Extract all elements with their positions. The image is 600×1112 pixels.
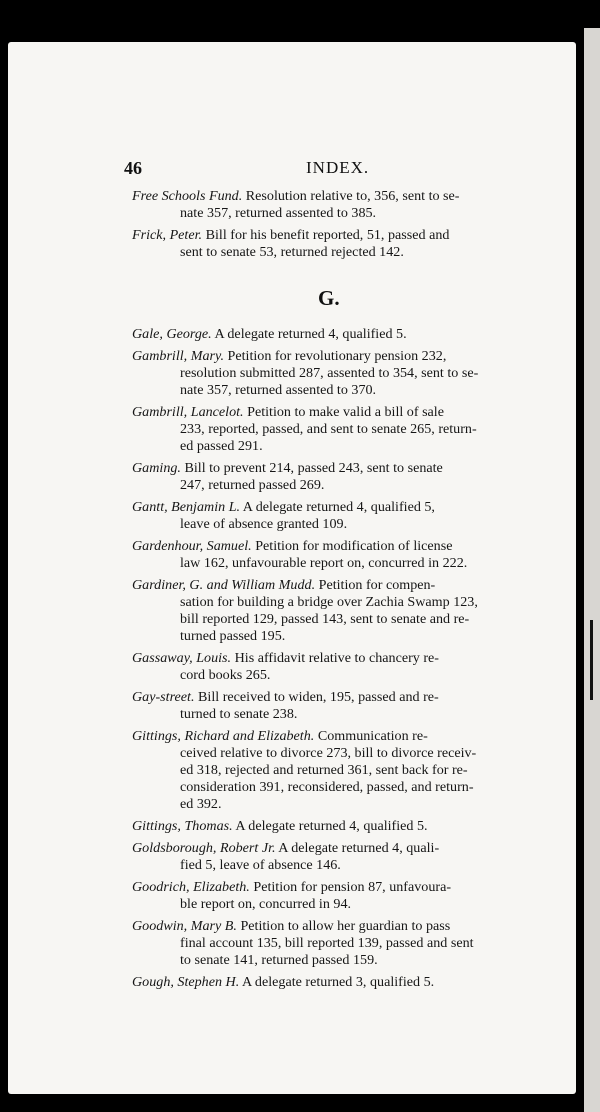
entry-continuation-line: ed 392.: [180, 796, 222, 812]
index-entry: [132, 577, 542, 645]
entry-first-line: [132, 460, 542, 477]
entry-name: Gantt, Benjamin L.: [132, 499, 241, 515]
entry-text: Petition to make valid a bill of sale: [243, 404, 444, 420]
entry-first-line: [132, 689, 542, 706]
entry-continuation-line: ble report on, concurred in 94.: [180, 896, 352, 912]
index-entry: [132, 840, 542, 874]
entry-continuation-line: fied 5, leave of absence 146.: [180, 857, 341, 873]
entry-continuation-line: 247, returned passed 269.: [180, 477, 325, 493]
entry-list-g: [132, 326, 542, 996]
entry-continuation-line: sation for building a bridge over Zachia Swamp 123,: [180, 594, 478, 610]
entry-name: Goldsborough, Robert Jr.: [132, 840, 276, 856]
index-entry: [132, 818, 542, 835]
entry-text: A delegate returned 4, quali-: [275, 840, 440, 856]
entry-name: Gambrill, Mary.: [132, 348, 225, 364]
entry-continuation-line: leave of absence granted 109.: [180, 516, 348, 532]
entry-name: Gaming.: [132, 460, 181, 476]
entry-text: Communication re-: [314, 728, 428, 744]
entry-first-line: [132, 650, 542, 667]
entry-text: Petition to allow her guardian to pass: [236, 918, 451, 934]
entry-continuation-line: ed passed 291.: [180, 438, 263, 454]
entry-first-line: [132, 499, 542, 516]
entry-first-line: [132, 404, 542, 421]
entry-continuation-line: to senate 141, returned passed 159.: [180, 952, 378, 968]
index-entry: [132, 227, 542, 261]
entry-text: Petition for modification of license: [251, 538, 453, 554]
index-entry: [132, 879, 542, 913]
entry-text: Petition for revolutionary pension 232,: [224, 348, 447, 364]
index-entry: [132, 918, 542, 969]
entry-first-line: [132, 188, 542, 205]
entry-text: A delegate returned 3, qualified 5.: [239, 974, 435, 990]
entry-continuation-line: nate 357, returned assented to 385.: [180, 205, 377, 221]
entry-first-line: [132, 577, 542, 594]
entry-name: Goodwin, Mary B.: [132, 918, 237, 934]
entry-first-line: [132, 348, 542, 365]
index-entry: [132, 404, 542, 455]
entry-continuation-line: resolution submitted 287, assented to 354, sent to se-: [180, 365, 479, 381]
entry-continuation-line: final account 135, bill reported 139, passed and sent: [180, 935, 474, 951]
index-entry: [132, 499, 542, 533]
entry-first-line: [132, 974, 542, 991]
index-entry: [132, 650, 542, 684]
entry-first-line: [132, 326, 542, 343]
entry-continuation-line: bill reported 129, passed 143, sent to senate and re-: [180, 611, 470, 627]
entry-first-line: [132, 818, 542, 835]
entry-name: Gardiner, G. and William Mudd.: [132, 577, 316, 593]
entry-text: Petition for compen-: [315, 577, 436, 593]
page-title: INDEX.: [306, 158, 370, 177]
page-edge-mark: [590, 620, 593, 700]
index-entry: [132, 728, 542, 813]
index-entry: [132, 538, 542, 572]
entry-first-line: [132, 728, 542, 745]
entry-name: Gittings, Richard and Elizabeth.: [132, 728, 315, 744]
index-entry: [132, 689, 542, 723]
entry-continuation-line: ceived relative to divorce 273, bill to divorce receiv-: [180, 745, 477, 761]
entry-first-line: [132, 538, 542, 555]
entry-continuation-line: sent to senate 53, returned rejected 142.: [180, 244, 404, 260]
page-edge: [584, 28, 600, 1112]
entry-first-line: [132, 879, 542, 896]
entry-list-f: [132, 188, 542, 266]
entry-name: Frick, Peter.: [132, 227, 203, 243]
entry-continuation-line: cord books 265.: [180, 667, 271, 683]
entry-name: Gale, George.: [132, 326, 212, 342]
entry-name: Gittings, Thomas.: [132, 818, 233, 834]
page-header: [118, 158, 458, 182]
entry-text: A delegate returned 4, qualified 5,: [240, 499, 435, 515]
entry-text: Bill for his benefit reported, 51, passed and: [202, 227, 450, 243]
entry-continuation-line: law 162, unfavourable report on, concurred in 222.: [180, 555, 468, 571]
index-entry: [132, 326, 542, 343]
entry-continuation-line: turned to senate 238.: [180, 706, 298, 722]
entry-continuation-line: consideration 391, reconsidered, passed, and return-: [180, 779, 474, 795]
index-entry: [132, 188, 542, 222]
entry-text: Bill received to widen, 195, passed and re-: [194, 689, 439, 705]
entry-text: Petition for pension 87, unfavoura-: [249, 879, 452, 895]
index-entry: [132, 348, 542, 399]
entry-name: Gough, Stephen H.: [132, 974, 240, 990]
page-number: 46: [124, 158, 142, 178]
entry-first-line: [132, 918, 542, 935]
index-entry: [132, 460, 542, 494]
entry-text: Resolution relative to, 356, sent to se-: [242, 188, 460, 204]
section-letter: G.: [318, 286, 340, 310]
entry-name: Gardenhour, Samuel.: [132, 538, 252, 554]
index-entry: [132, 974, 542, 991]
entry-continuation-line: 233, reported, passed, and sent to senate 265, return-: [180, 421, 477, 437]
entry-continuation-line: turned passed 195.: [180, 628, 286, 644]
entry-name: Goodrich, Elizabeth.: [132, 879, 250, 895]
entry-name: Gassaway, Louis.: [132, 650, 232, 666]
entry-continuation-line: ed 318, rejected and returned 361, sent back for re-: [180, 762, 468, 778]
entry-name: Gay-street.: [132, 689, 195, 705]
entry-first-line: [132, 227, 542, 244]
entry-name: Gambrill, Lancelot.: [132, 404, 244, 420]
entry-name: Free Schools Fund.: [132, 188, 243, 204]
entry-text: Bill to prevent 214, passed 243, sent to senate: [180, 460, 443, 476]
entry-text: His affidavit relative to chancery re-: [231, 650, 439, 666]
entry-continuation-line: nate 357, returned assented to 370.: [180, 382, 377, 398]
entry-text: A delegate returned 4, qualified 5.: [232, 818, 428, 834]
entry-text: A delegate returned 4, qualified 5.: [211, 326, 407, 342]
entry-first-line: [132, 840, 542, 857]
